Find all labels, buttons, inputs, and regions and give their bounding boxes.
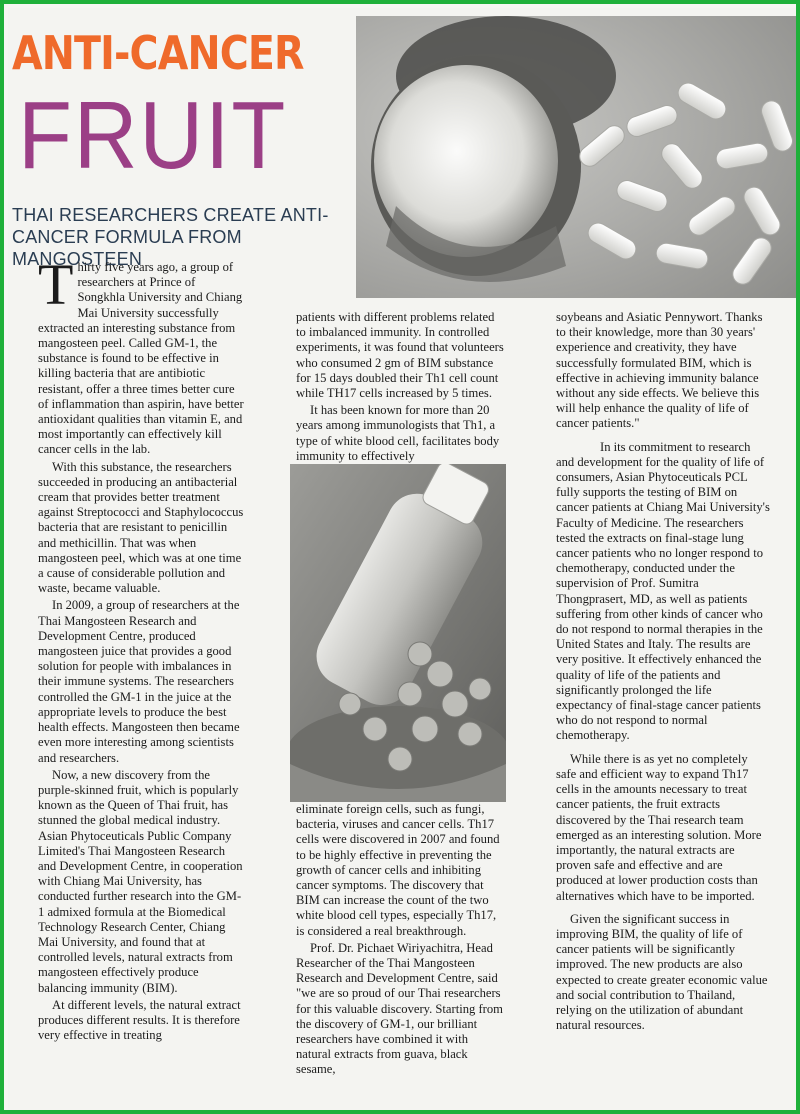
paragraph: While there is as yet no completely safe and efficient way to expand Th17 cells in the amounts necessary to treat cancer patients, the fruit extracts discovered by the Thai research team emerged as an interesting solution. More importantly, the natural extracts are proven safe and effective and are produced at lower production costs than alternatives which have to be imported. <box>556 751 762 903</box>
paragraph: In 2009, a group of researchers at the Thai Mangosteen Research and Development Centre, produced mangosteen juice that provides a good solution for people with imbalances in their immune systems. The researchers controlled the GM-1 in the juice at the appropriate levels to produce the best health effects. Mangosteen then became even more interesting among scientists and researchers. <box>38 598 240 765</box>
headline-line-1: ANTI-CANCER <box>12 26 304 80</box>
paragraph: soybeans and Asiatic Pennywort. Thanks to their knowledge, more than 30 years' experience and creativity, they have successfully formulated BIM, which is effective in achieving immunity balance without any side effects. We believe this will help enhance the quality of life of cancer patients." <box>556 310 763 431</box>
newspaper-page <box>8 8 800 1114</box>
article-column-1 <box>38 252 244 1045</box>
paragraph: Now, a new discovery from the purple-skinned fruit, which is popularly known as the Queen of Thai fruit, has stunned the global medical industry. Asian Phytoceuticals Public Company Limited's Thai Mangosteen Research and Development Centre, in cooperation with Chiang Mai University, has conducted further research into the GM-1 admixed formula at the Biomedical Technology Research Center, Chiang Mai University, and found that at controlled levels, natural extracts from mangosteen effectively produce balancing immunity (BIM). <box>38 767 243 995</box>
mangosteen-capsules-photo <box>356 16 800 298</box>
paragraph: With this substance, the researchers succeeded in producing an antibacterial cream that provides better treatment against Streptococci and Staphylococcus bacteria that are resistant to penicillin and methicillin. That was when mangosteen peel, which was at one time a cause of considerable pollution and waste, became valuable. <box>38 459 244 596</box>
paragraph-text: hirty five years ago, a group of researchers at Prince of Songkhla University and Chiang Mai University successfully extracted an interesting substance from mangosteen peel. Called GM-1, the substance is found to be effective in killing bacteria that are antibiotic resistant, offer a three times better cure of inflammation than aspirin, have better antioxidant qualities than vitamin E, and most importantly can effectively kill cancer cells in the lab. <box>38 260 244 457</box>
subheadline: THAI RESEARCHERS CREATE ANTI-CANCER FORMULA FROM MANGOSTEEN <box>12 205 329 269</box>
article-column-2-bottom <box>296 802 504 1080</box>
paragraph: In its commitment to research and development for the quality of life of consumers, Asian Phytoceuticals PCL fully supports the testing of BIM on cancer patients at Chiang Mai University's Faculty of Medicine. The researchers tested the extracts on final-stage lung cancer patients who no longer respond to chemotherapy, conducted under the supervision of Prof. Sumitra Thongprasert, MD, as well as patients suffering from other kinds of cancer who do not respond to normal therapies in the United States and Italy. The results are very positive. It effectively enhanced the quality of life of the patients and significantly prolonged the life expectancy of final-stage cancer patients who do not respond to normal chemotherapy. <box>556 439 770 743</box>
paragraph: It has been known for more than 20 years among immunologists that Th1, a type of white blood cell, facilitates body immunity to effectively <box>296 403 500 463</box>
mangosteen-juice-photo <box>290 464 506 802</box>
paragraph: eliminate foreign cells, such as fungi, bacteria, viruses and cancer cells. Th17 cells were discovered in 2007 and found to be highly effective in preventing the growth of cancer cells and inhibiting cancer symptoms. The discovery that BIM can increase the count of the two white blood cell types, especially Th17, is considered a real breakthrough. <box>296 802 500 938</box>
paragraph: patients with different problems related to imbalanced immunity. In controlled experiments, it was found that volunteers who consumed 2 gm of BIM substance for 15 days doubled their Th1 cell count while TH17 cells increased by 5 times. <box>296 310 504 401</box>
paragraph: Given the significant success in improving BIM, the quality of life of cancer patients will be significantly improved. The new products are also expected to create greater economic value and social contribution to Thailand, relying on the utilization of abundant natural resources. <box>556 911 768 1033</box>
paragraph: Prof. Dr. Pichaet Wiriyachitra, Head Researcher of the Thai Mangosteen Research and Development Centre, said "we are so proud of our Thai researchers for this valuable discovery. Starting from the discovery of GM-1, our brilliant researchers have combined it with natural extracts from guava, black sesame, <box>296 940 503 1077</box>
article-column-2-top <box>296 310 504 466</box>
paragraph <box>38 252 244 458</box>
drop-cap: T <box>38 252 74 317</box>
headline-line-2: FRUIT <box>18 82 288 189</box>
mangosteen-capsules-illustration <box>356 16 800 298</box>
paragraph: At different levels, the natural extract produces different results. It is therefore very effective in treating <box>38 997 241 1043</box>
article-column-3 <box>556 310 770 1035</box>
juice-bottle-illustration <box>290 464 506 802</box>
